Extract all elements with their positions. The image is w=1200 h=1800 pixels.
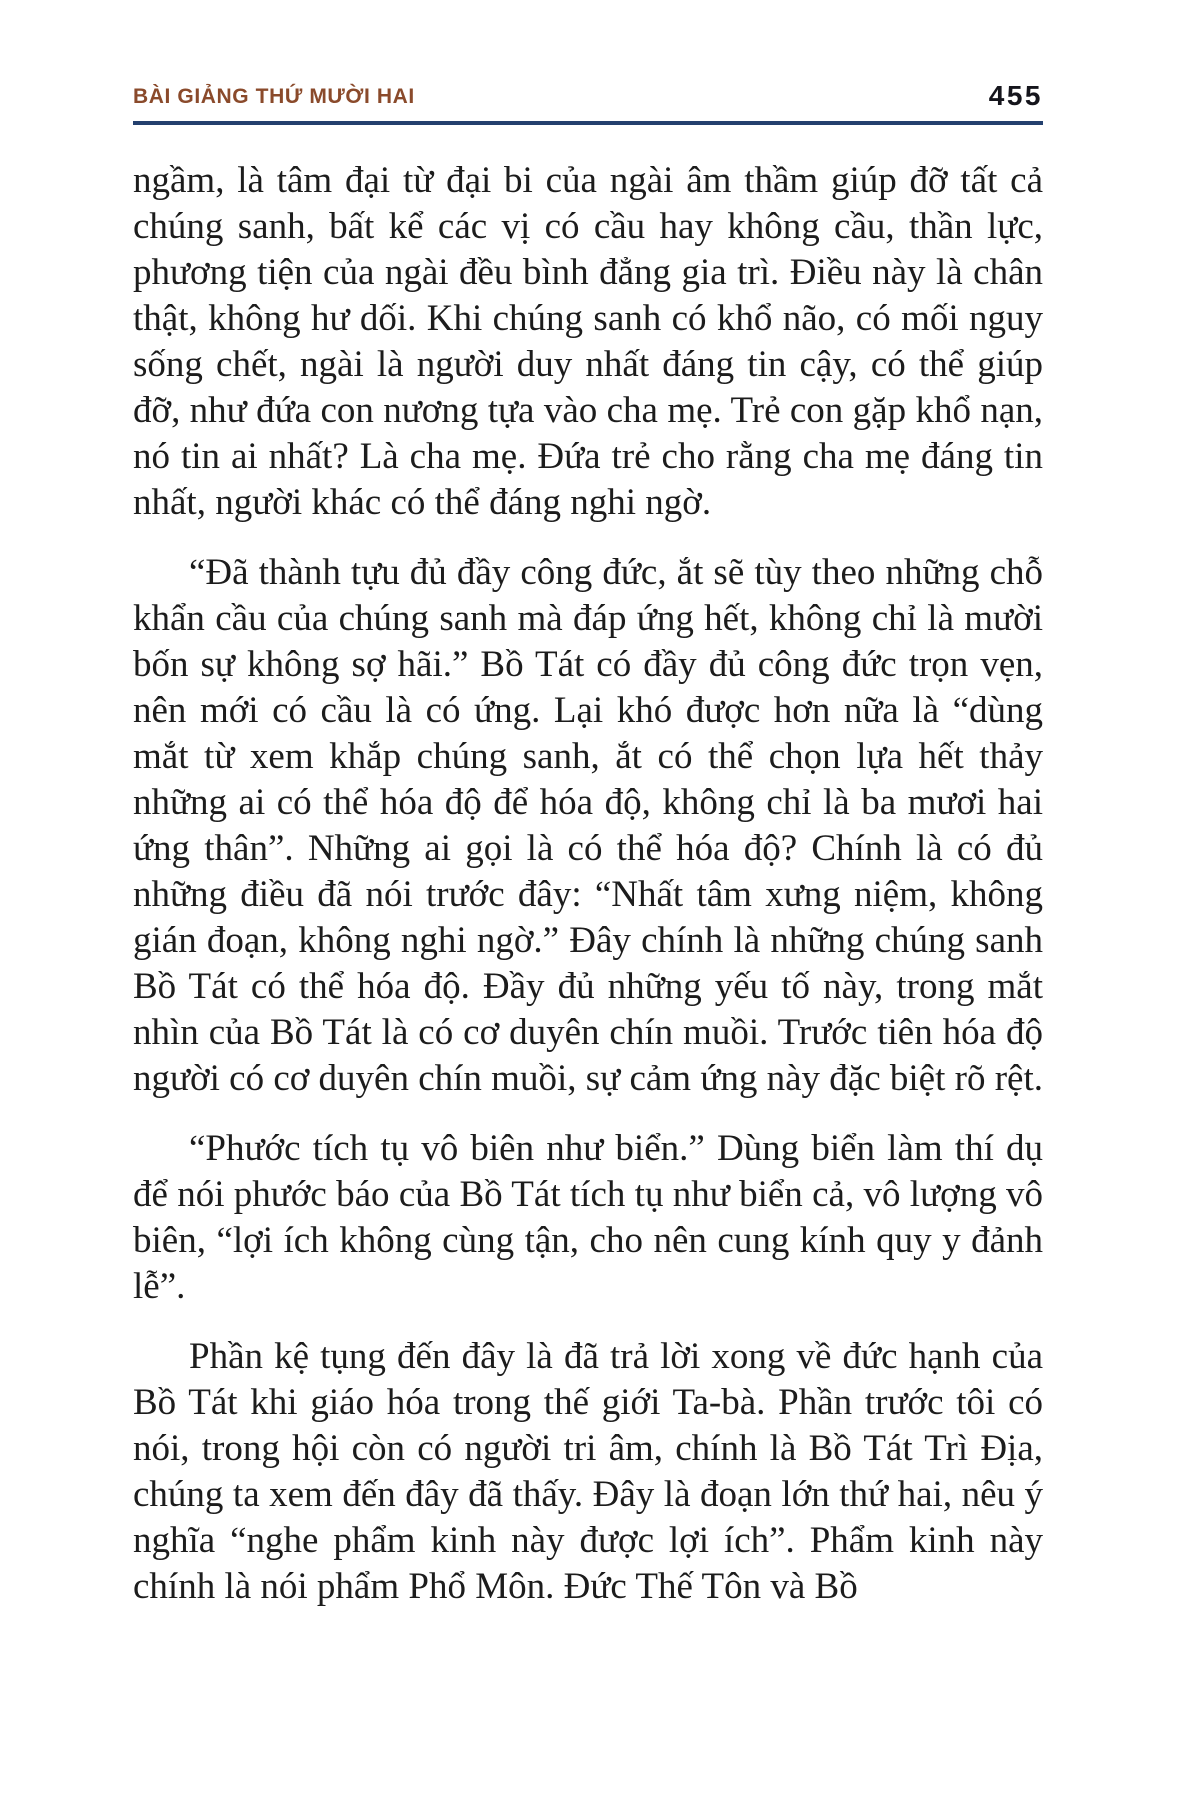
paragraph: “Phước tích tụ vô biên như biển.” Dùng biển làm thí dụ để nói phước báo của Bồ Tát tích tụ như biển cả, vô lượng vô biên, “lợi ích không cùng tận, cho nên cung kính quy y đảnh lễ”. — [133, 1128, 1043, 1307]
running-header — [133, 82, 1043, 116]
paragraph: Phần kệ tụng đến đây là đã trả lời xong về đức hạnh của Bồ Tát khi giáo hóa trong thế giới Ta-bà. Phần trước tôi có nói, trong hội còn có người tri âm, chính là Bồ Tát Trì Địa, chúng ta xem đến đây đã thấy. Đây là đoạn lớn thứ hai, nêu ý nghĩa “nghe phẩm kinh này được lợi ích”. Phẩm kinh này chính là nói phẩm Phổ Môn. Đức Thế Tôn và Bồ — [133, 1336, 1043, 1607]
header-rule-divider — [133, 121, 1043, 125]
body-text — [133, 158, 1043, 1634]
paragraph: ngầm, là tâm đại từ đại bi của ngài âm thầm giúp đỡ tất cả chúng sanh, bất kể các vị có cầu hay không cầu, thần lực, phương tiện của ngài đều bình đẳng gia trì. Điều này là chân thật, không hư dối. Khi chúng sanh có khổ não, có mối nguy sống chết, ngài là người duy nhất đáng tin cậy, có thể giúp đỡ, như đứa con nương tựa vào cha mẹ. Trẻ con gặp khổ nạn, nó tin ai nhất? Là cha mẹ. Đứa trẻ cho rằng cha mẹ đáng tin nhất, người khác có thể đáng nghi ngờ. — [133, 160, 1043, 523]
chapter-running-title: BÀI GIẢNG THỨ MƯỜI HAI — [133, 85, 415, 108]
page-number: 455 — [988, 80, 1043, 111]
paragraph: “Đã thành tựu đủ đầy công đức, ắt sẽ tùy theo những chỗ khẩn cầu của chúng sanh mà đáp ứng hết, không chỉ là mười bốn sự không sợ hãi.” Bồ Tát có đầy đủ công đức trọn vẹn, nên mới có cầu là có ứng. Lại khó được hơn nữa là “dùng mắt từ xem khắp chúng sanh, ắt có thể chọn lựa hết thảy những ai có thể hóa độ để hóa độ, không chỉ là ba mươi hai ứng thân”. Những ai gọi là có thể hóa độ? Chính là có đủ những điều đã nói trước đây: “Nhất tâm xưng niệm, không gián đoạn, không nghi ngờ.” Đây chính là những chúng sanh Bồ Tát có thể hóa độ. Đầy đủ những yếu tố này, trong mắt nhìn của Bồ Tát là có cơ duyên chín muồi. Trước tiên hóa độ người có cơ duyên chín muồi, sự cảm ứng này đặc biệt rõ rệt. — [133, 552, 1043, 1099]
